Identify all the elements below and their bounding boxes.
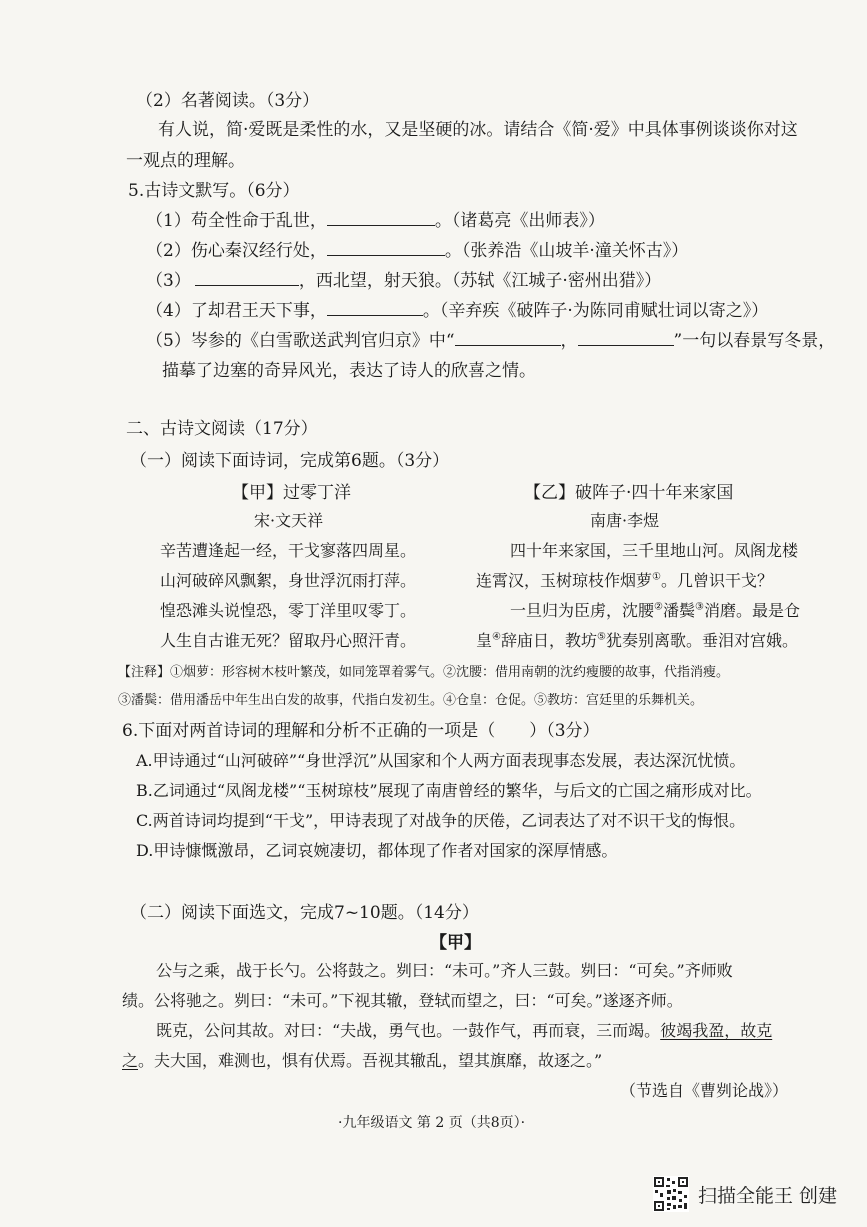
scanner-watermark: 扫描全能王 创建 <box>698 1185 838 1207</box>
poem-b-line-4a: 皇 <box>476 631 493 650</box>
q5-item-2-post: 。（张养浩《山坡羊·潼关怀古》） <box>444 241 689 261</box>
q5-item-1 <box>146 206 605 231</box>
note-ref-5: ⑤ <box>597 631 606 643</box>
passage-source: （节选自《曹刿论战》） <box>620 1081 789 1100</box>
poem-b-line-3a: 一旦归为臣虏，沈腰 <box>510 601 655 620</box>
poem-b-line-4 <box>476 628 798 651</box>
q5-item-3 <box>146 266 661 291</box>
annotation-line-1: 【注释】①烟萝：形容树木枝叶繁茂，如同笼罩着雾气。②沈腰：借用南朝的沈约瘦腰的故事，代指消瘦。 <box>118 665 730 680</box>
q4-2-title: （2）名著阅读。（3分） <box>136 91 320 111</box>
note-ref-1: ① <box>652 571 661 583</box>
annotation-line-2: ③潘鬓：借用潘岳中年生出白发的故事，代指白发初生。④仓皇：仓促。⑤教坊：宫廷里的乐舞机关。 <box>118 693 704 708</box>
q5-item-4-pre: （4）了却君王天下事， <box>146 301 327 321</box>
section-2-1-instruction: （一）阅读下面诗词，完成第6题。（3分） <box>130 451 450 471</box>
q5-item-4-blank[interactable] <box>327 314 423 316</box>
passage-p2-line1a: 既克，公问其故。对曰：“夫战，勇气也。一鼓作气，再而衰，三而竭。 <box>156 1021 661 1040</box>
q5-item-5-post: ”一句以春景写冬景， <box>673 331 836 351</box>
q5-item-5-mid: ， <box>560 331 578 351</box>
poem-b-line-2b: 。几曾识干戈？ <box>660 571 773 590</box>
q6-option-c[interactable]: C.两首诗词均提到“干戈”，甲诗表现了对战争的厌倦，乙词表达了对不识干戈的悔恨。 <box>136 811 746 830</box>
poem-a-line-4: 人生自古谁无死？留取丹心照汗青。 <box>160 631 417 650</box>
q4-2-body-line1: 有人说，简·爱既是柔性的水，又是坚硬的冰。请结合《简·爱》中具体事例谈谈你对这 <box>158 120 798 140</box>
poem-b-line-4c: 犹奏别离歌。垂泪对宫娥。 <box>605 631 798 650</box>
q6-option-a[interactable]: A.甲诗通过“山河破碎”“身世浮沉”从国家和个人两方面表现事态发展，表达深沉忧愤。 <box>136 751 746 770</box>
note-ref-3: ③ <box>695 601 704 613</box>
q5-item-2-blank[interactable] <box>327 254 445 256</box>
passage-underlined-sentence-a: 彼竭我盈，故克 <box>660 1021 773 1040</box>
passage-p1-line1: 公与之乘，战于长勺。公将鼓之。刿曰：“未可。”齐人三鼓。刿曰：“可矣。”齐师败 <box>156 961 733 980</box>
poem-b-line-3 <box>510 598 800 621</box>
q4-2-body-line2: 一观点的理解。 <box>126 151 245 171</box>
poem-a-line-2: 山河破碎风飘絮，身世浮沉雨打萍。 <box>160 571 417 590</box>
q5-item-3-blank[interactable] <box>195 284 299 286</box>
poem-b-line-2 <box>476 568 773 591</box>
poem-b-author: 南唐·李煜 <box>590 511 660 530</box>
q6-option-b[interactable]: B.乙词通过“凤阁龙楼”“玉树琼枝”展现了南唐曾经的繁华，与后文的亡国之痛形成对比。 <box>136 781 762 800</box>
poem-a-line-3: 惶恐滩头说惶恐，零丁洋里叹零丁。 <box>160 601 417 620</box>
q5-item-5-line2: 描摹了边塞的奇异风光，表达了诗人的欣喜之情。 <box>162 361 536 381</box>
poem-b-line-4b: 辞庙日，教坊 <box>500 631 597 650</box>
poem-a-line-1: 辛苦遭逢起一经，干戈寥落四周星。 <box>160 541 417 560</box>
passage-p2-line1 <box>156 1018 772 1041</box>
poem-b-title: 【乙】破阵子·四十年来家国 <box>524 483 734 503</box>
q6-option-d[interactable]: D.甲诗慷慨激昂，乙词哀婉凄切，都体现了作者对国家的深厚情感。 <box>136 841 618 860</box>
poem-b-line-3b: 潘鬓 <box>662 601 695 620</box>
q5-item-2-pre: （2）伤心秦汉经行处， <box>146 241 327 261</box>
q5-item-1-blank[interactable] <box>327 224 435 226</box>
page-footer: ·九年级语文 第 2 页（共8页）· <box>338 1115 526 1131</box>
q5-item-5-blank-b[interactable] <box>578 344 674 346</box>
q5-item-2 <box>146 236 688 261</box>
poem-a-author: 宋·文天祥 <box>254 511 324 530</box>
q5-item-1-post: 。（诸葛亮《出师表》） <box>434 211 605 231</box>
poem-b-line-3c: 消磨。最是仓 <box>703 601 800 620</box>
q5-item-5-pre: （5）岑参的《白雪歌送武判官归京》中“ <box>146 331 455 351</box>
passage-p2-line2b: 。夫大国，难测也，惧有伏焉。吾视其辙乱，望其旗靡，故逐之。” <box>138 1051 603 1070</box>
qr-code-icon <box>653 1176 689 1212</box>
q5-item-5 <box>146 326 835 351</box>
poem-b-line-1: 四十年来家国，三千里地山河。凤阁龙楼 <box>510 541 799 560</box>
q5-item-5-blank-a[interactable] <box>455 344 561 346</box>
passage-jia-label: 【甲】 <box>430 933 481 953</box>
passage-p2-line2 <box>122 1048 602 1071</box>
q5-item-3-post: ，西北望，射天狼。（苏轼《江城子·密州出猎》） <box>298 271 662 291</box>
poem-a-title: 【甲】过零丁洋 <box>232 483 351 503</box>
poem-b-line-2a: 连霄汉，玉树琼枝作烟萝 <box>476 571 653 590</box>
q6-stem: 6.下面对两首诗词的理解和分析不正确的一项是（ ）（3分） <box>122 721 600 741</box>
note-ref-2: ② <box>654 601 663 613</box>
q5-item-4-post: 。（辛弃疾《破阵子·为陈同甫赋壮词以寄之》） <box>422 301 769 321</box>
note-ref-4: ④ <box>492 631 501 643</box>
passage-underlined-sentence-b: 之 <box>122 1051 139 1070</box>
q5-item-4 <box>146 296 768 321</box>
section-2-title: 二、古诗文阅读（17分） <box>126 419 318 439</box>
q5-item-3-pre: （3） <box>146 271 191 291</box>
passage-p1-line2: 绩。公将驰之。刿曰：“未可。”下视其辙，登轼而望之，曰：“可矣。”遂逐齐师。 <box>122 991 683 1010</box>
q5-item-1-pre: （1）苟全性命于乱世， <box>146 211 327 231</box>
q5-title: 5.古诗文默写。（6分） <box>128 181 300 201</box>
section-2-2-instruction: （二）阅读下面选文，完成7~10题。（14分） <box>130 903 479 923</box>
